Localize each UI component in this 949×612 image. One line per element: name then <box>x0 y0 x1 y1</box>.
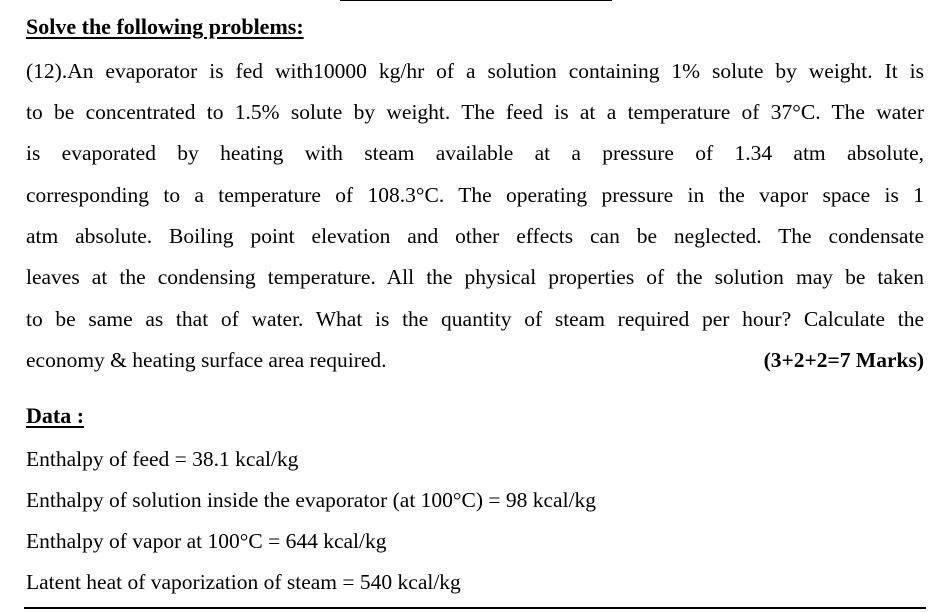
problem-line-7: to be same as that of water. What is the quantity of steam required per hour? Calculate the <box>26 307 924 331</box>
page-title: Solve the following problems: <box>26 14 304 39</box>
problem-line-2: to be concentrated to 1.5% solute by weight. The feed is at a temperature of 37°C. The water <box>26 100 924 124</box>
data-heading: Data : <box>26 403 85 428</box>
data-item-solution-enthalpy: Enthalpy of solution inside the evaporator (at 100°C) = 98 kcal/kg <box>26 488 597 512</box>
top-divider <box>340 0 612 1</box>
problem-line-3: is evaporated by heating with steam available at a pressure of 1.34 atm absolute, <box>26 141 924 165</box>
bottom-divider <box>24 607 926 609</box>
data-item-vapor-enthalpy: Enthalpy of vapor at 100°C = 644 kcal/kg <box>26 529 387 553</box>
data-item-latent-heat: Latent heat of vaporization of steam = 540 kcal/kg <box>26 570 461 594</box>
problem-line-8: economy & heating surface area required. <box>26 348 387 372</box>
problem-line-5: atm absolute. Boiling point elevation and other effects can be neglected. The condensate <box>26 224 924 248</box>
problem-line-6: leaves at the condensing temperature. All the physical properties of the solution may be taken <box>26 265 924 289</box>
problem-line-4: corresponding to a temperature of 108.3°C. The operating pressure in the vapor space is 1 <box>26 183 924 207</box>
data-item-feed-enthalpy: Enthalpy of feed = 38.1 kcal/kg <box>26 447 299 471</box>
problem-line-1: (12).An evaporator is fed with10000 kg/hr of a solution containing 1% solute by weight. It is <box>26 59 924 83</box>
marks-label: (3+2+2=7 Marks) <box>763 348 924 372</box>
